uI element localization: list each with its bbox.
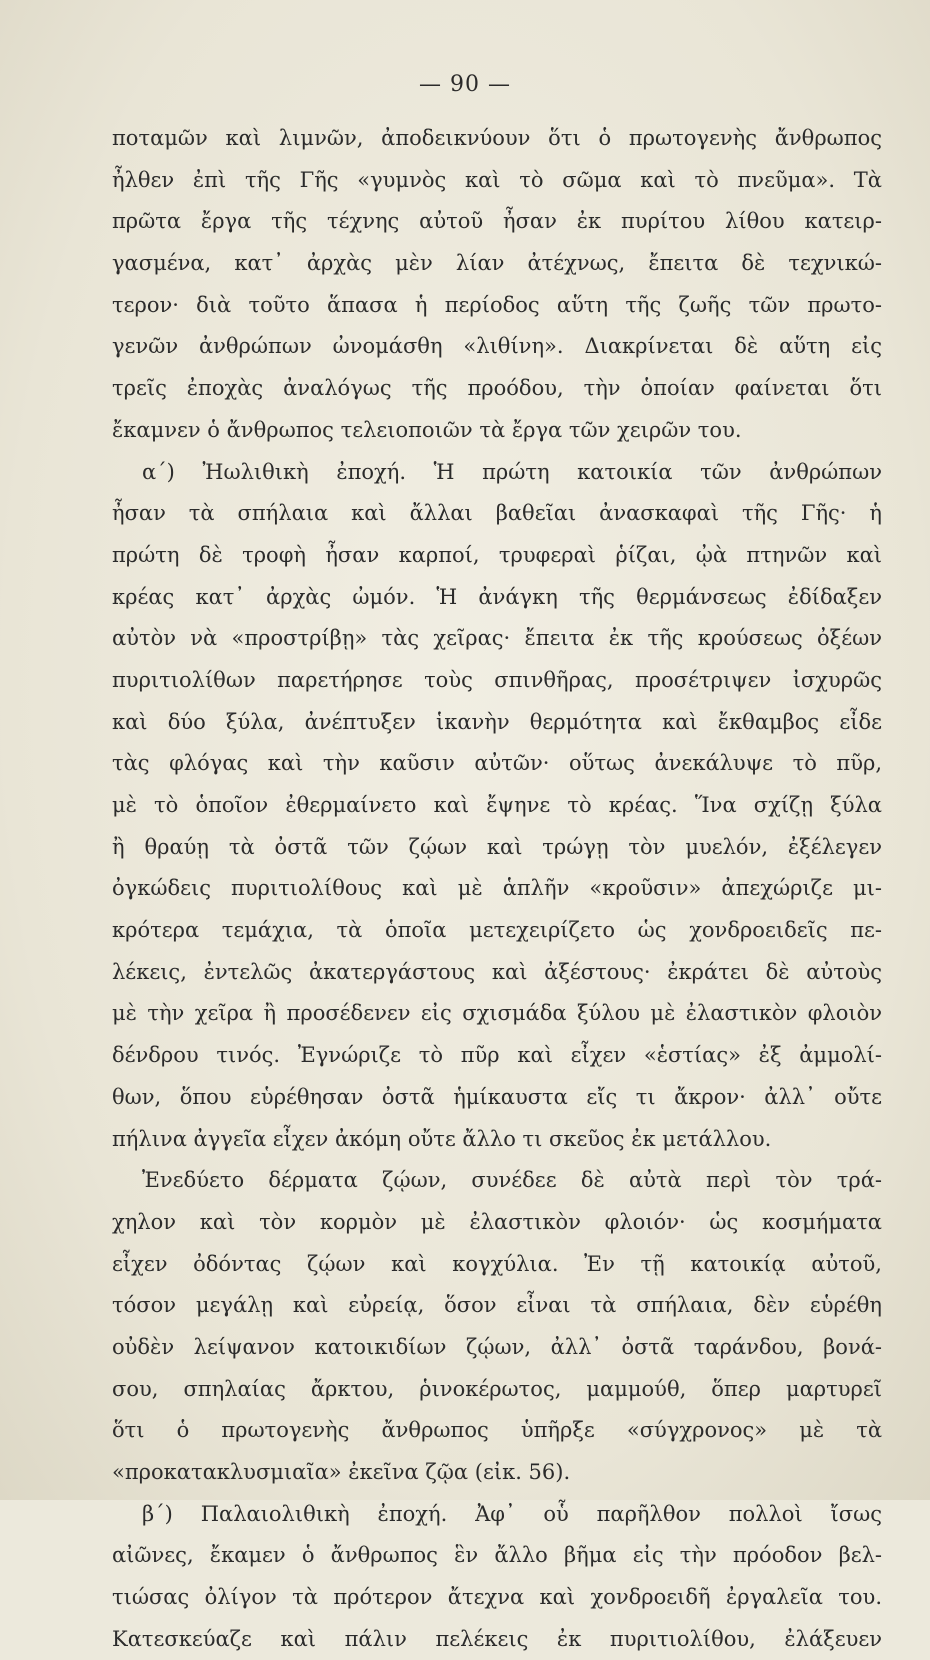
text-line: ἦλθεν ἐπὶ τῆς Γῆς «γυμνὸς καὶ τὸ σῶμα καὶ τὸ πνεῦμα». Τὰ — [112, 167, 882, 192]
text-line: Ἐνεδύετο δέρματα ζῴων, συνέδεε δὲ αὐτὰ περὶ τὸν τρά- — [142, 1168, 882, 1193]
text-line: σου, σπηλαίας ἄρκτου, ῥινοκέρωτος, μαμμούθ, ὅπερ μαρτυρεῖ — [112, 1376, 882, 1401]
page-number: — 90 — — [419, 72, 511, 97]
text-line: πήλινα ἀγγεῖα εἶχεν ἀκόμη οὔτε ἄλλο τι σκεῦος ἐκ μετάλλου. — [112, 1126, 772, 1151]
text-line: ἦσαν τὰ σπήλαια καὶ ἄλλαι βαθεῖαι ἀνασκαφαὶ τῆς Γῆς· ἡ — [112, 501, 882, 526]
text-line: δένδρου τινός. Ἐγνώριζε τὸ πῦρ καὶ εἶχεν «ἑστίας» ἐξ ἀμμολί- — [112, 1043, 882, 1068]
text-line: κρότερα τεμάχια, τὰ ὁποῖα μετεχειρίζετο ὡς χονδροειδεῖς πε- — [112, 918, 882, 943]
section-heading-line: β´) Παλαιολιθικὴ ἐποχή. Ἀφ᾽ οὗ παρῆλθον πολλοὶ ἴσως — [142, 1501, 882, 1526]
text-line: ἔκαμνεν ὁ ἄνθρωπος τελειοποιῶν τὰ ἔργα τῶν χειρῶν του. — [112, 417, 742, 442]
text-line: τερον· διὰ τοῦτο ἅπασα ἡ περίοδος αὕτη τῆς ζωῆς τῶν πρωτο- — [112, 292, 882, 317]
text-line: τιώσας ὀλίγον τὰ πρότερον ἄτεχνα καὶ χονδροειδῆ ἐργαλεῖα του. — [112, 1585, 882, 1610]
body-text — [112, 118, 882, 1660]
text-line: «προκατακλυσμιαῖα» ἐκεῖνα ζῷα (εἰκ. 56). — [112, 1460, 571, 1484]
text-line: γενῶν ἀνθρώπων ὠνομάσθη «λιθίνη». Διακρίνεται δὲ αὕτη εἰς — [112, 334, 882, 359]
text-line: πρῶτα ἔργα τῆς τέχνης αὐτοῦ ἦσαν ἐκ πυρίτου λίθου κατειρ- — [112, 209, 882, 234]
text-line: τρεῖς ἐποχὰς ἀναλόγως τῆς προόδου, τὴν ὁποίαν φαίνεται ὅτι — [112, 376, 882, 401]
text-line: εἶχεν ὀδόντας ζῴων καὶ κογχύλια. Ἐν τῇ κατοικίᾳ αὐτοῦ, — [112, 1251, 882, 1276]
text-line: πρώτη δὲ τροφὴ ἦσαν καρποί, τρυφεραὶ ῥίζαι, ᾠὰ πτηνῶν καὶ — [112, 542, 882, 567]
text-line: λέκεις, ἐντελῶς ἀκατεργάστους καὶ ἀξέστους· ἐκράτει δὲ αὐτοὺς — [112, 959, 882, 984]
text-line: αὐτὸν νὰ «προστρίβῃ» τὰς χεῖρας· ἔπειτα ἐκ τῆς κρούσεως ὀξέων — [112, 626, 882, 651]
text-line: χηλον καὶ τὸν κορμὸν μὲ ἐλαστικὸν φλοιόν· ὡς κοσμήματα — [112, 1209, 882, 1234]
text-line: πυριτιολίθων παρετήρησε τοὺς σπινθῆρας, προσέτριψεν ἰσχυρῶς — [112, 667, 882, 692]
text-line: τὰς φλόγας καὶ τὴν καῦσιν αὐτῶν· οὕτως ἀνεκάλυψε τὸ πῦρ, — [112, 751, 882, 776]
text-line: ὅτι ὁ πρωτογενὴς ἄνθρωπος ὑπῆρξε «σύγχρονος» μὲ τὰ — [112, 1418, 882, 1443]
text-line: γασμένα, κατ᾽ ἀρχὰς μὲν λίαν ἀτέχνως, ἔπειτα δὲ τεχνικώ- — [112, 251, 882, 276]
text-line: καὶ δύο ξύλα, ἀνέπτυξεν ἱκανὴν θερμότητα καὶ ἔκθαμβος εἶδε — [112, 709, 882, 734]
text-line: τόσον μεγάλῃ καὶ εὐρείᾳ, ὅσον εἶναι τὰ σπήλαια, δὲν εὑρέθη — [112, 1293, 882, 1318]
text-line: μὲ τὴν χεῖρα ἢ προσέδενεν εἰς σχισμάδα ξύλου μὲ ἐλαστικὸν φλοιὸν — [112, 1001, 882, 1026]
text-line: θων, ὅπου εὑρέθησαν ὀστᾶ ἡμίκαυστα εἴς τι ἄκρον· ἀλλ᾽ οὔτε — [112, 1084, 882, 1109]
text-line: οὐδὲν λείψανον κατοικιδίων ζῴων, ἀλλ᾽ ὀστᾶ ταράνδου, βονά- — [112, 1334, 882, 1359]
text-line: ποταμῶν καὶ λιμνῶν, ἀποδεικνύουν ὅτι ὁ πρωτογενὴς ἄνθρωπος — [112, 126, 882, 150]
text-line: ἢ θραύῃ τὰ ὀστᾶ τῶν ζῴων καὶ τρώγῃ τὸν μυελόν, ἐξέλεγεν — [112, 834, 882, 859]
section-heading-line: α´) Ἠωλιθικὴ ἐποχή. Ἡ πρώτη κατοικία τῶν ἀνθρώπων — [142, 459, 882, 484]
text-line: κρέας κατ᾽ ἀρχὰς ὠμόν. Ἡ ἀνάγκη τῆς θερμάνσεως ἐδίδαξεν — [112, 584, 882, 609]
text-line: Κατεσκεύαζε καὶ πάλιν πελέκεις ἐκ πυριτιολίθου, ἐλάξευεν — [112, 1626, 882, 1651]
text-line: αἰῶνες, ἔκαμεν ὁ ἄνθρωπος ἓν ἄλλο βῆμα εἰς τὴν πρόοδον βελ- — [112, 1543, 882, 1568]
text-line: ὀγκώδεις πυριτιολίθους καὶ μὲ ἁπλῆν «κροῦσιν» ἀπεχώριζε μι- — [112, 876, 882, 901]
text-line: μὲ τὸ ὁποῖον ἐθερμαίνετο καὶ ἔψηνε τὸ κρέας. Ἵνα σχίζῃ ξύλα — [112, 793, 882, 817]
